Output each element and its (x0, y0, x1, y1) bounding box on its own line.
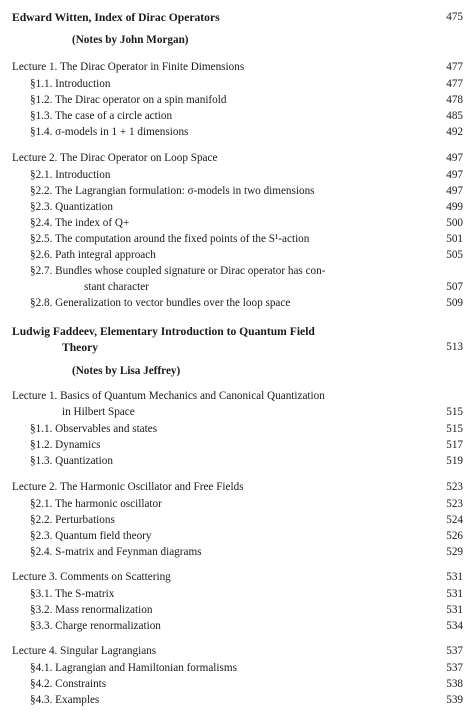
page-number: 478 (446, 94, 463, 106)
subsection-label: §3.2. Mass renormalization (30, 604, 153, 616)
toc-subsection (0, 266, 475, 280)
subsection-label: §1.4. σ-models in 1 + 1 dimensions (30, 126, 189, 138)
toc-subsection (0, 95, 475, 109)
toc-subsection (0, 621, 475, 635)
page-number: 509 (446, 297, 463, 309)
page-number: 505 (446, 249, 463, 261)
toc-subsection (0, 547, 475, 561)
page-number: 477 (446, 78, 463, 90)
page-number: 539 (446, 694, 463, 706)
toc-subsection (0, 170, 475, 184)
page-number: 537 (446, 645, 463, 657)
lecture-title: Lecture 4. Singular Lagrangians (12, 645, 157, 657)
page-number: 507 (446, 281, 463, 293)
author-title: Ludwig Faddeev, Elementary Introduction to Quantum Field (12, 325, 315, 338)
subsection-label: §2.3. Quantum field theory (30, 530, 152, 542)
subsection-label: §1.1. Observables and states (30, 423, 158, 435)
toc-subsection (0, 589, 475, 603)
subsection-label: §1.3. The case of a circle action (30, 110, 173, 122)
page-number: 513 (446, 341, 463, 353)
subsection-label: §2.2. Perturbations (30, 514, 115, 526)
subsection-label: §2.7. Bundles whose coupled signature or Dirac operator has con- (30, 265, 326, 277)
toc-author-heading (0, 326, 475, 340)
toc-subsection (0, 695, 475, 709)
toc-author-heading-continuation (0, 342, 475, 356)
toc-lecture (0, 482, 475, 496)
toc-subsection (0, 127, 475, 141)
subsection-label: §1.2. Dynamics (30, 439, 101, 451)
toc-subsection (0, 424, 475, 438)
toc-lecture-continuation (0, 407, 475, 421)
toc-subsection (0, 663, 475, 677)
subsection-label: §2.6. Path integral approach (30, 249, 156, 261)
page-number: 524 (446, 514, 463, 526)
toc-subsection (0, 298, 475, 312)
lecture-title: Lecture 1. Basics of Quantum Mechanics and Canonical Quantization (12, 390, 325, 402)
toc-lecture (0, 391, 475, 405)
lecture-title: Lecture 3. Comments on Scattering (12, 571, 171, 583)
page-number: 501 (446, 233, 463, 245)
subsection-label-continuation: stant character (84, 281, 149, 293)
page-number: 515 (446, 423, 463, 435)
author-title: Edward Witten, Index of Dirac Operators (12, 11, 220, 24)
toc-lecture (0, 153, 475, 167)
toc-notes-line (0, 366, 475, 380)
page-number: 515 (446, 406, 463, 418)
page-number: 523 (446, 481, 463, 493)
page-number: 523 (446, 498, 463, 510)
notes-credit: (Notes by Lisa Jeffrey) (72, 365, 181, 377)
toc-subsection (0, 234, 475, 248)
toc-subsection (0, 679, 475, 693)
lecture-title: Lecture 1. The Dirac Operator in Finite Dimensions (12, 61, 245, 73)
page-number: 492 (446, 126, 463, 138)
page-number: 497 (446, 152, 463, 164)
notes-credit: (Notes by John Morgan) (72, 34, 189, 46)
page-number: 497 (446, 185, 463, 197)
toc-subsection (0, 250, 475, 264)
page-number: 477 (446, 61, 463, 73)
page-number: 497 (446, 169, 463, 181)
page-number: 475 (446, 11, 463, 23)
lecture-title: Lecture 2. The Dirac Operator on Loop Space (12, 152, 218, 164)
toc-author-heading (0, 12, 475, 26)
toc-subsection (0, 456, 475, 470)
toc-subsection (0, 499, 475, 513)
toc-subsection-continuation (0, 282, 475, 296)
subsection-label: §2.1. Introduction (30, 169, 111, 181)
page-number: 529 (446, 546, 463, 558)
subsection-label: §2.5. The computation around the fixed points of the S¹-action (30, 233, 310, 245)
page-number: 500 (446, 217, 463, 229)
lecture-title-continuation: in Hilbert Space (62, 406, 135, 418)
subsection-label: §2.8. Generalization to vector bundles over the loop space (30, 297, 291, 309)
subsection-label: §4.1. Lagrangian and Hamiltonian formalisms (30, 662, 237, 674)
page-number: 485 (446, 110, 463, 122)
toc-subsection (0, 605, 475, 619)
subsection-label: §4.2. Constraints (30, 678, 107, 690)
toc-subsection (0, 186, 475, 200)
page-number: 531 (446, 588, 463, 600)
page-number: 531 (446, 604, 463, 616)
toc-subsection (0, 202, 475, 216)
page-number: 499 (446, 201, 463, 213)
subsection-label: §2.4. The index of Q+ (30, 217, 130, 229)
toc-subsection (0, 440, 475, 454)
page-number: 526 (446, 530, 463, 542)
subsection-label: §2.3. Quantization (30, 201, 113, 213)
toc-lecture (0, 646, 475, 660)
toc-subsection (0, 531, 475, 545)
page-number: 538 (446, 678, 463, 690)
toc-notes-line (0, 35, 475, 49)
subsection-label: §1.1. Introduction (30, 78, 111, 90)
author-title-continuation: Theory (62, 341, 99, 354)
subsection-label: §2.2. The Lagrangian formulation: σ-models in two dimensions (30, 185, 315, 197)
page-number: 517 (446, 439, 463, 451)
subsection-label: §1.3. Quantization (30, 455, 113, 467)
toc-lecture (0, 572, 475, 586)
toc-subsection (0, 515, 475, 529)
toc-lecture (0, 62, 475, 76)
subsection-label: §2.4. S-matrix and Feynman diagrams (30, 546, 202, 558)
subsection-label: §1.2. The Dirac operator on a spin manifold (30, 94, 227, 106)
subsection-label: §3.3. Charge renormalization (30, 620, 161, 632)
page-number: 519 (446, 455, 463, 467)
toc-subsection (0, 111, 475, 125)
subsection-label: §3.1. The S-matrix (30, 588, 115, 600)
subsection-label: §2.1. The harmonic oscillator (30, 498, 162, 510)
toc-subsection (0, 79, 475, 93)
page-number: 531 (446, 571, 463, 583)
lecture-title: Lecture 2. The Harmonic Oscillator and Free Fields (12, 481, 244, 493)
page-number: 537 (446, 662, 463, 674)
page-number: 534 (446, 620, 463, 632)
subsection-label: §4.3. Examples (30, 694, 100, 706)
toc-subsection (0, 218, 475, 232)
